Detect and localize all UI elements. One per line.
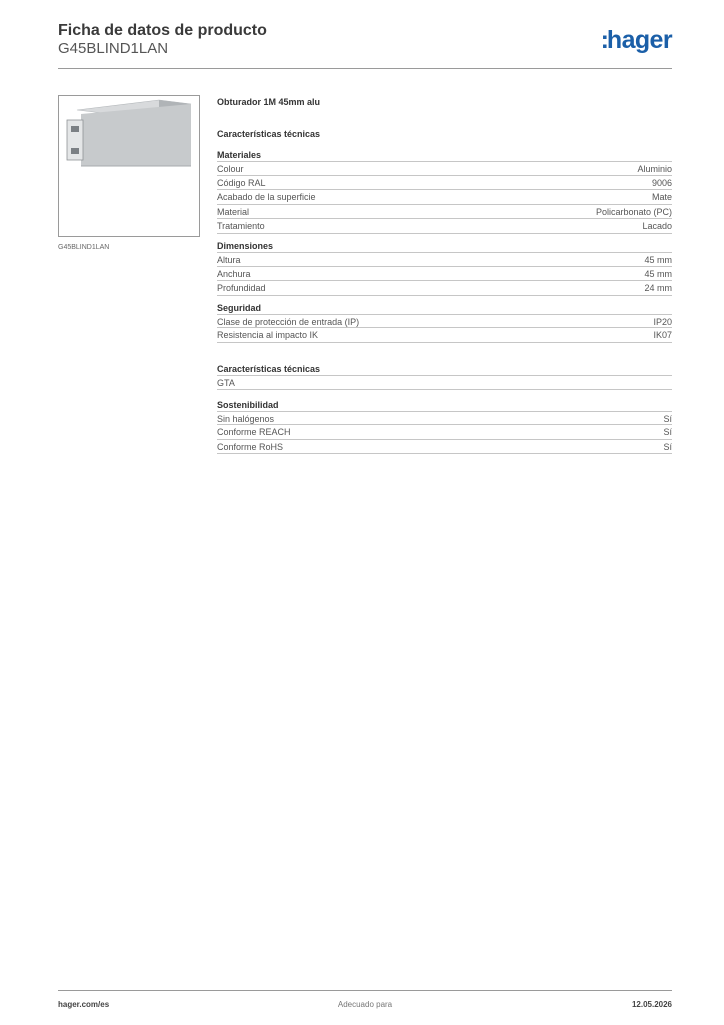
- row-label: Conforme RoHS: [217, 441, 284, 452]
- row-label: Clase de protección de entrada (IP): [217, 316, 360, 327]
- row-value: 45 mm: [644, 268, 672, 279]
- logo-text: hager: [606, 26, 672, 54]
- table-row: [217, 205, 672, 220]
- row-label: Anchura: [217, 268, 251, 279]
- logo-dots: :: [600, 26, 607, 54]
- section-heading: Características técnicas: [217, 363, 321, 374]
- row-value: Mate: [651, 192, 672, 203]
- row-value: 9006: [651, 177, 672, 188]
- row-value: 45 mm: [644, 254, 672, 265]
- image-caption: G45BLIND1LAN: [58, 244, 110, 251]
- table-row: [217, 176, 672, 191]
- row-label: Código RAL: [217, 177, 266, 188]
- table-row: [217, 440, 672, 455]
- page-header: [58, 20, 672, 69]
- table-row: [217, 161, 672, 176]
- row-label: Colour: [217, 164, 244, 174]
- row-value: IK07: [653, 330, 672, 341]
- row-value: Sí: [663, 427, 672, 438]
- row-value: Aluminio: [637, 164, 672, 174]
- product-specifications: [217, 96, 672, 454]
- table-title-materiales: Materiales: [217, 150, 262, 160]
- table-row: [217, 328, 672, 343]
- product-reference: G45BLIND1LAN: [58, 40, 169, 57]
- row-value: Policarbonato (PC): [595, 206, 672, 217]
- table-row: [217, 219, 672, 234]
- table-title-sostenibilidad: Sostenibilidad: [217, 399, 279, 410]
- table-row: [217, 252, 672, 267]
- product-image: [58, 95, 200, 237]
- row-label: Tratamiento: [217, 221, 265, 232]
- row-label: Material: [217, 206, 250, 217]
- table-row: [217, 375, 672, 390]
- row-label: Profundidad: [217, 283, 266, 294]
- blind-plate-illustration: [59, 96, 199, 236]
- hager-logo: [601, 26, 672, 55]
- table-row: [217, 411, 672, 426]
- footer-center-text: Adecuado para: [337, 1000, 393, 1009]
- table-title-dimensiones: Dimensiones: [217, 240, 274, 251]
- section-heading: Características técnicas: [217, 129, 321, 139]
- table-row: [217, 314, 672, 329]
- row-label: Conforme REACH: [217, 427, 291, 438]
- row-value: Sí: [663, 413, 672, 424]
- table-row: [217, 281, 672, 296]
- row-label: Sin halógenos: [217, 413, 275, 424]
- product-name: Obturador 1M 45mm alu: [217, 97, 321, 107]
- row-label: Acabado de la superficie: [217, 192, 316, 203]
- row-label: Altura: [217, 254, 241, 265]
- row-value: Sí: [663, 441, 672, 452]
- table-row: [217, 190, 672, 205]
- page-footer: [58, 990, 672, 1025]
- document-title: Ficha de datos de producto: [58, 22, 267, 39]
- footer-date: 12.05.2026: [631, 1000, 672, 1009]
- row-value: IP20: [653, 316, 672, 327]
- row-value: Lacado: [642, 221, 672, 232]
- footer-website[interactable]: hager.com/es: [58, 1000, 110, 1009]
- table-title-seguridad: Seguridad: [217, 302, 262, 313]
- table-row: [217, 267, 672, 282]
- row-label: GTA: [217, 377, 235, 388]
- table-row: [217, 425, 672, 440]
- row-value: 24 mm: [644, 283, 672, 294]
- row-label: Resistencia al impacto IK: [217, 330, 319, 341]
